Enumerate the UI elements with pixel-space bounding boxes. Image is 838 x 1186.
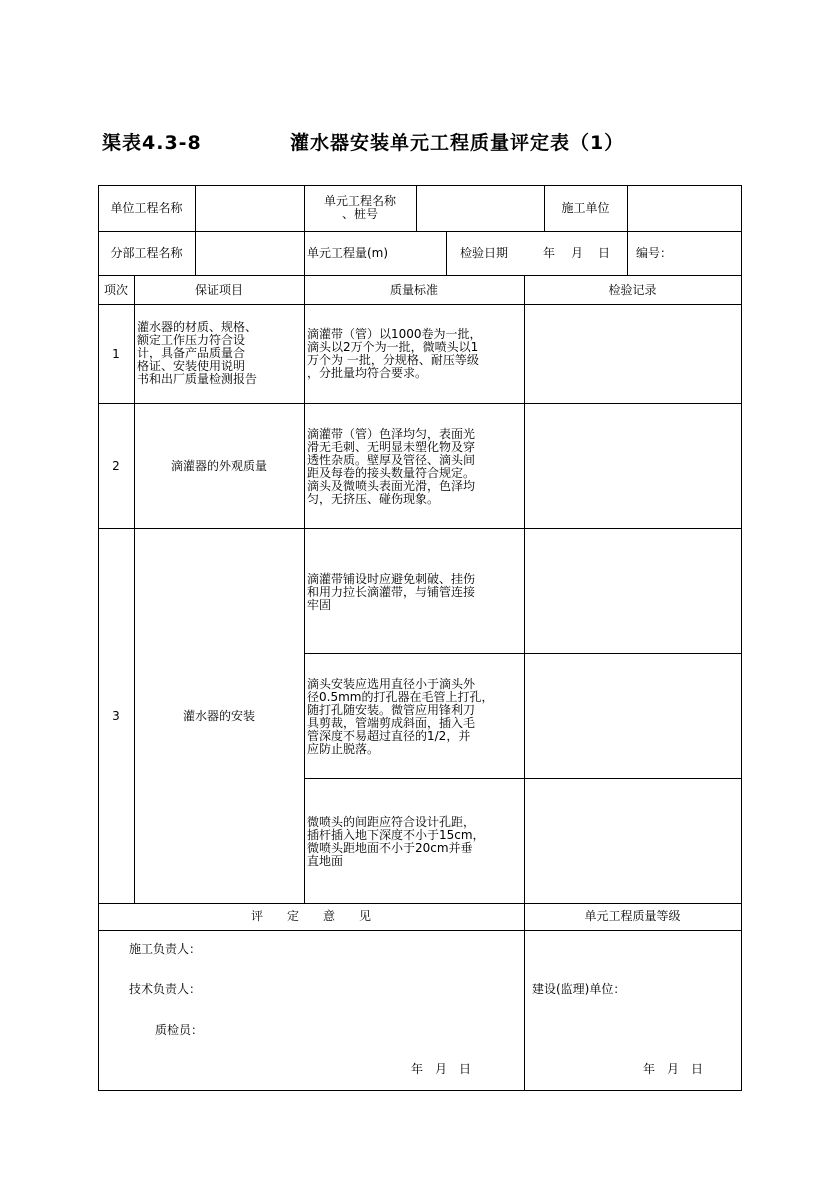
col-guarantee: 保证项目 [194,283,243,297]
row1-standard [307,328,482,380]
date-day: 日 [598,246,611,260]
row1-standard-line: ，分批量均符合要求。 [307,366,428,380]
row1-item-line: 格证、安装使用说明 [137,359,246,373]
row1-no: 1 [112,347,120,361]
row2-standard-line: 匀，无挤压、碰伤现象。 [307,492,440,506]
page-title: 灌水器安装单元工程质量评定表（1） [290,132,625,154]
row3b-standard-line: 随打孔随安装。微管应用锋利刀 [307,703,476,717]
col-standard: 质量标准 [389,283,438,297]
quantity-label: 单元工程量(m) [307,246,389,260]
row2-standard-line: 滴头及微喷头表面光滑，色泽均 [307,479,476,493]
row2-standard [307,428,475,506]
row1-standard-line: 万个为 一批，分规格、耐压等级 [307,353,479,367]
col-item-no: 项次 [103,283,128,297]
row3-standard-b [307,678,493,756]
row3b-standard-line: 管深度不易超过直径的1/2，并 [307,729,471,743]
col-record: 检验记录 [608,283,657,297]
date-month: 月 [571,246,584,260]
row2-standard-line: 距及每卷的接头数量符合规定。 [307,466,476,480]
row1-item [137,321,257,386]
row2-no: 2 [112,459,120,473]
unit-project-label: 单位工程名称 [110,201,183,215]
row2-standard-line: 滑无毛刺、无明显未塑化物及穿 [307,440,476,454]
row2-standard-line: 滴灌带（管）色泽均匀，表面光 [307,427,476,441]
row3b-standard-line: 滴头安装应选用直径小于滴头外 [307,677,476,691]
sub-project-label: 分部工程名称 [110,246,183,260]
row1-standard-line: 滴灌带（管）以1000卷为一批， [307,327,482,341]
row1-item-line: 额定工作压力符合设 [137,333,246,347]
row3-no: 3 [112,709,120,723]
form-code: 渠表4.3-8 [102,132,202,154]
opinion-label: 评 定 意 见 [250,909,371,923]
row3b-standard-line: 应防止脱落。 [307,742,380,756]
technical-head-label: 技术负责人： [129,982,202,996]
row1-standard-line: 滴头以2万个为一批，微喷头以1 [307,340,479,354]
row2-standard-line: 透性杂质。壁厚及管径、滴头间 [307,453,476,467]
supervisor-label: 建设(监理)单位： [532,982,626,996]
inspect-date-label: 检验日期 [460,246,509,260]
row3c-standard-line: 微喷头距地面不小于20cm并垂 [307,841,473,855]
row1-item-line: 书和出厂质量检测报告 [137,372,258,386]
row3-item: 灌水器的安装 [182,709,255,723]
row1-item-line: 计，具备产品质量合 [137,346,246,360]
row3-standard-c [307,816,485,868]
number-label: 编号： [636,246,673,260]
row3b-standard-line: 径0.5mm的打孔器在毛管上打孔， [307,690,494,704]
row3a-standard-line: 滴灌带铺设时应避免刺破、挂伤 [307,572,476,586]
row3-standard-a [307,573,475,612]
row3c-standard-line: 插杆插入地下深度不小于15cm， [307,828,485,842]
construction-head-label: 施工负责人： [129,942,202,956]
date-year: 年 [543,246,556,260]
contractor-label: 施工单位 [561,201,610,215]
inspector-label: 质检员： [155,1023,204,1037]
row3c-standard-line: 直地面 [307,854,344,868]
row3b-standard-line: 具剪裁，管端剪成斜面，插入毛 [307,716,476,730]
date-left: 年 月 日 [411,1062,472,1076]
row3c-standard-line: 微喷头的间距应符合设计孔距， [307,815,476,829]
grade-label: 单元工程质量等级 [584,909,681,923]
row3a-standard-line: 和用力拉长滴灌带，与铺管连接 [307,585,476,599]
unit-element-label-line2: 、桩号 [341,207,378,221]
row3a-standard-line: 牢固 [307,598,332,612]
date-right: 年 月 日 [643,1062,704,1076]
unit-element-label [304,195,416,221]
row1-item-line: 灌水器的材质、规格、 [137,320,258,334]
row2-item: 滴灌器的外观质量 [170,459,267,473]
unit-element-label-line1: 单元工程名称 [323,194,396,208]
